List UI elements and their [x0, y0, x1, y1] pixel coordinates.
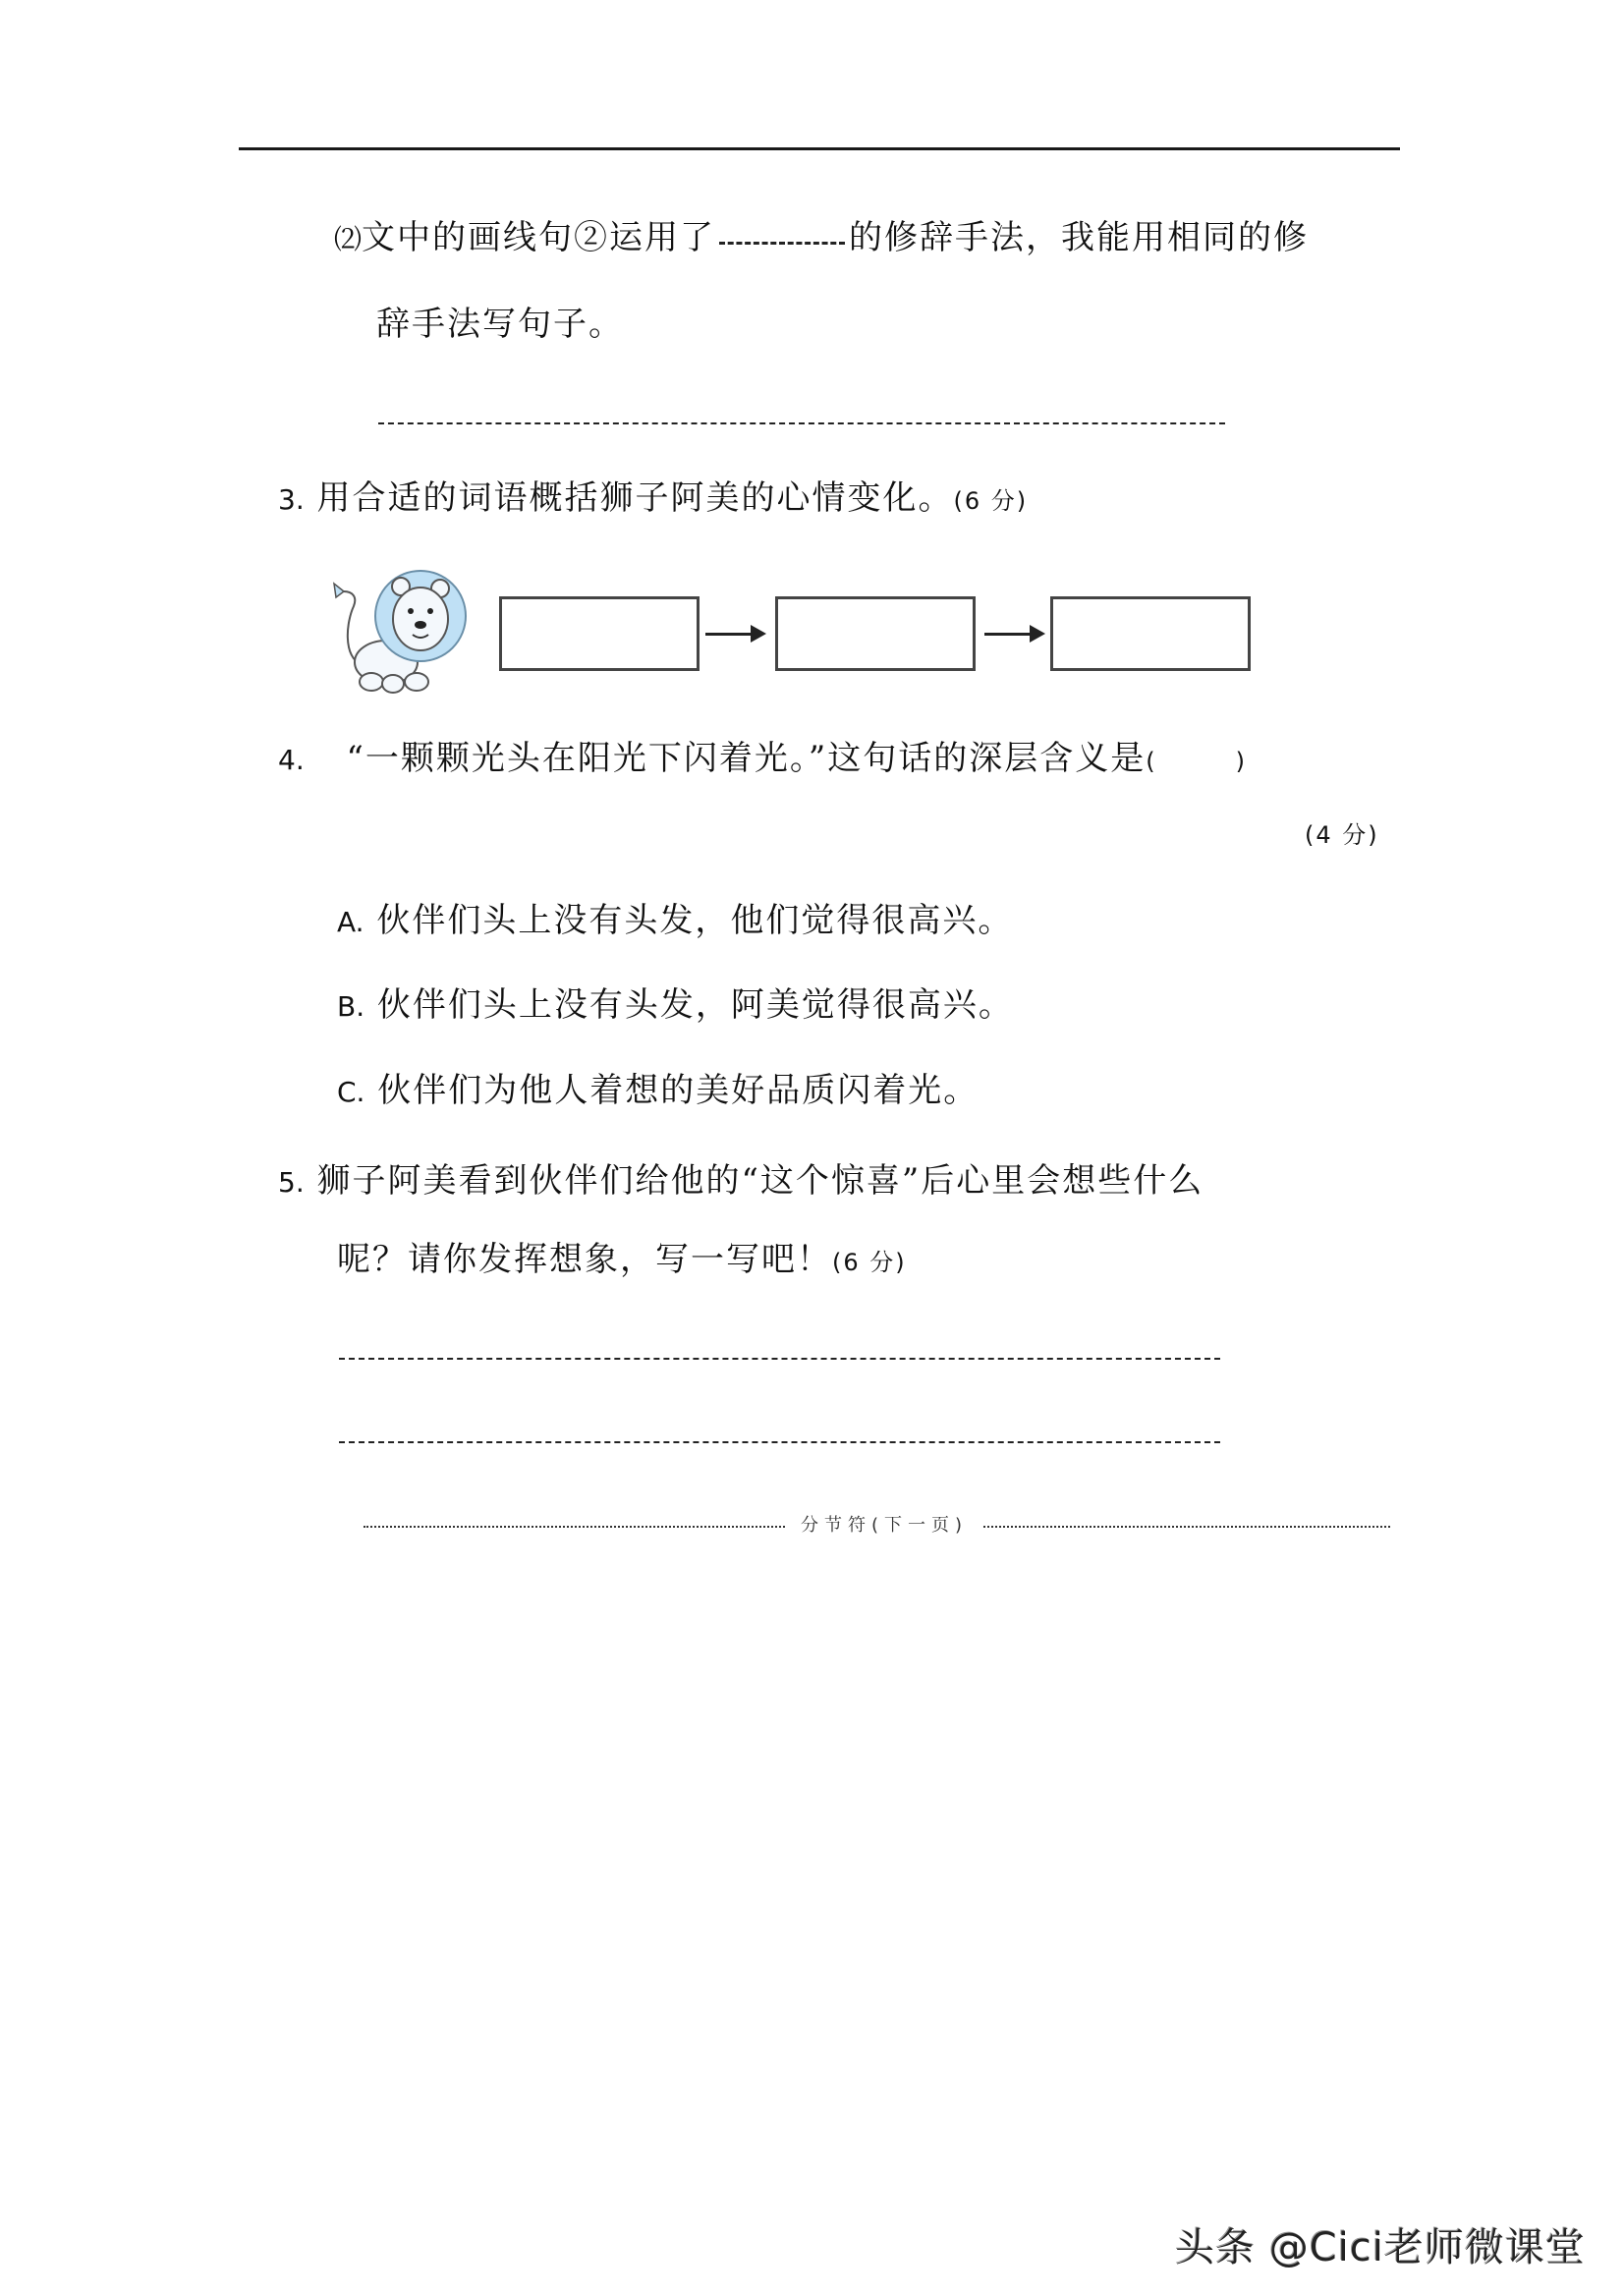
- q5-line1: [278, 1161, 1204, 1203]
- option-letter: C.: [337, 1076, 365, 1108]
- lion-illustration: [322, 562, 470, 695]
- q5-answer-line-1[interactable]: [339, 1358, 1220, 1360]
- rhetoric-blank-input[interactable]: [719, 238, 845, 245]
- watermark: 头条 @Cici老师微课堂: [1175, 2225, 1586, 2270]
- mood-box-2[interactable]: [775, 596, 976, 671]
- q4-number: 4.: [278, 744, 305, 776]
- q3-line: [278, 478, 1028, 521]
- q2-sub-marker: ⑵: [334, 223, 363, 255]
- arrow-right-icon: [705, 633, 762, 636]
- option-text: 伙伴们头上没有头发，他们觉得很高兴。: [376, 901, 1014, 940]
- q2-sub-line1: [334, 218, 1309, 259]
- option-letter: B.: [337, 990, 365, 1023]
- q2-answer-line[interactable]: [378, 422, 1225, 424]
- q3-text: 用合适的词语概括狮子阿美的心情变化。: [316, 478, 954, 518]
- q2-sub-line2: 辞手法写句子。: [376, 305, 624, 344]
- mood-box-1[interactable]: [499, 596, 700, 671]
- q4-paren-open: (: [1146, 748, 1157, 775]
- option-text: 伙伴们头上没有头发，阿美觉得很高兴。: [376, 985, 1014, 1025]
- arrow-right-icon: [984, 633, 1041, 636]
- q3-score: (6 分): [953, 487, 1029, 515]
- q2-sub-text-before: 文中的画线句②运用了: [362, 218, 716, 257]
- q4-score: (4 分): [1305, 821, 1379, 849]
- q4-option-c[interactable]: [337, 1071, 979, 1112]
- option-text: 伙伴们为他人着想的美好品质闪着光。: [377, 1071, 980, 1110]
- q5-number: 5.: [278, 1166, 305, 1199]
- q4-line: [278, 739, 1247, 781]
- option-letter: A.: [337, 906, 364, 938]
- section-break-label: 分节符(下一页): [786, 1512, 982, 1540]
- q5-line2: [337, 1240, 907, 1282]
- q5-text-line1: 狮子阿美看到伙伴们给他的“这个惊喜”后心里会想些什么: [316, 1161, 1204, 1201]
- lion-icon: [322, 562, 470, 695]
- q5-text-line2: 呢？请你发挥想象，写一写吧！: [337, 1240, 832, 1279]
- q5-score: (6 分): [832, 1249, 907, 1276]
- header-rule: [239, 147, 1400, 150]
- q3-number: 3.: [278, 483, 305, 516]
- q4-option-a[interactable]: [337, 901, 1013, 942]
- q4-text: “一颗颗光头在阳光下闪着光。”这句话的深层含义是: [346, 739, 1147, 778]
- q4-paren-close: ): [1235, 748, 1248, 775]
- q2-sub-text-after: 的修辞手法，我能用相同的修: [849, 218, 1310, 257]
- q5-answer-line-2[interactable]: [339, 1441, 1220, 1443]
- mood-box-3[interactable]: [1050, 596, 1251, 671]
- q4-option-b[interactable]: [337, 985, 1014, 1027]
